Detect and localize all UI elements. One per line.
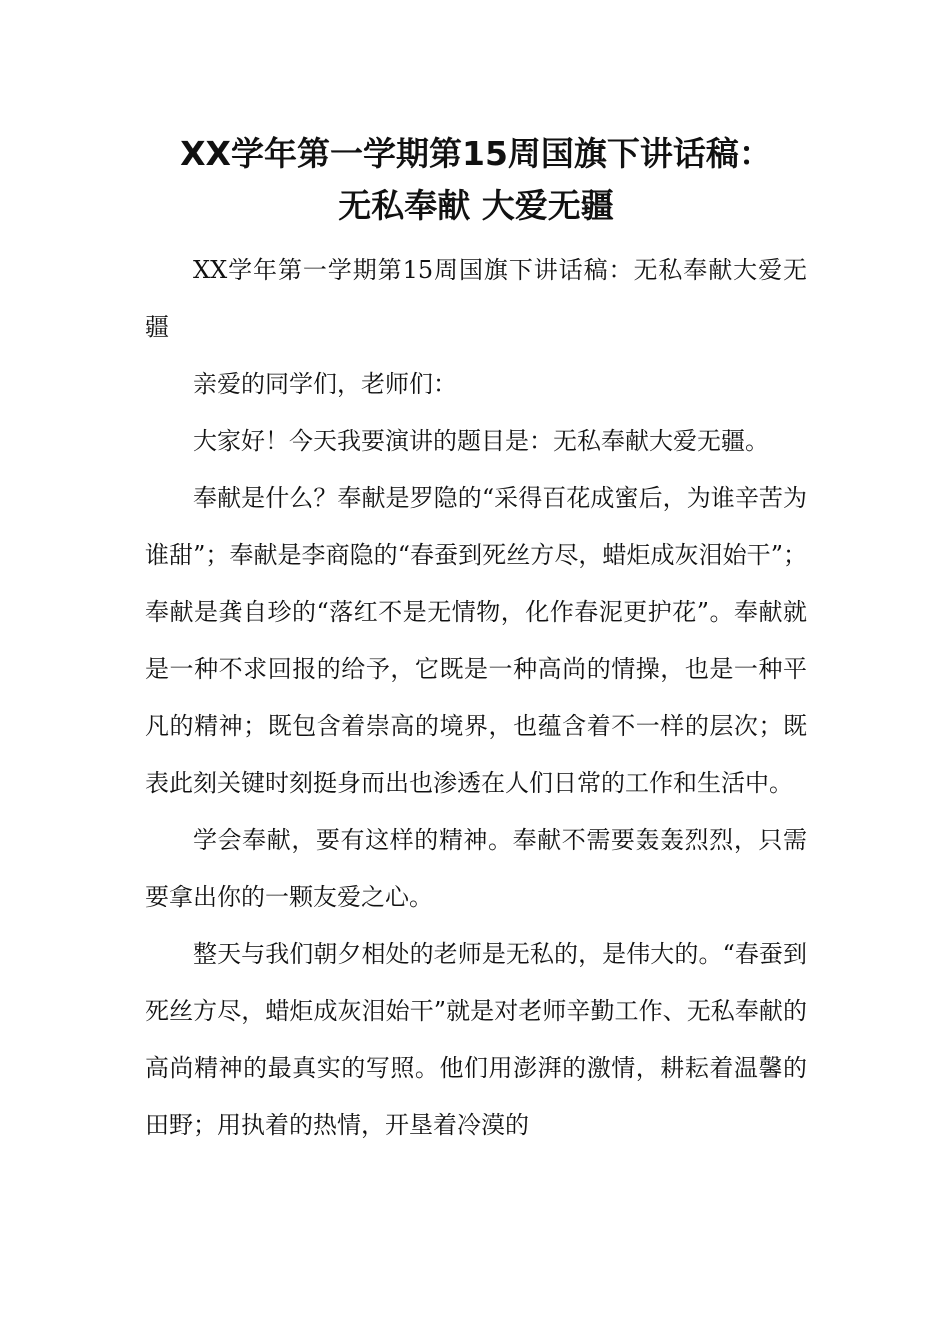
document-body <box>145 242 807 1154</box>
document-title <box>145 128 807 232</box>
paragraph: 亲爱的同学们，老师们： <box>193 370 457 398</box>
paragraph: 大家好！今天我要演讲的题目是：无私奉献大爱无疆。 <box>193 427 769 455</box>
paragraph: 整天与我们朝夕相处的老师是无私的，是伟大的。“春蚕到死丝方尽，蜡炬成灰泪始干”就是对老师辛勤工作、无私奉献的高尚精神的最真实的写照。他们用澎湃的激情，耕耘着温馨的田野；用执着的热情，开垦着冷漠的 <box>145 940 807 1139</box>
title-line-1: XX学年第一学期第15周国旗下讲话稿： <box>180 134 772 173</box>
paragraph: 奉献是什么？奉献是罗隐的“采得百花成蜜后，为谁辛苦为谁甜”；奉献是李商隐的“春蚕到死丝方尽，蜡炬成灰泪始干”；奉献是龚自珍的“落红不是无情物，化作春泥更护花”。奉献就是一种不求回报的给予，它既是一种高尚的情操，也是一种平凡的精神；既包含着崇高的境界，也蕴含着不一样的层次；既表此刻关键时刻挺身而出也渗透在人们日常的工作和生活中。 <box>145 484 807 797</box>
paragraph: XX学年第一学期第15周国旗下讲话稿：无私奉献大爱无疆 <box>145 256 807 341</box>
document-page <box>145 128 807 1154</box>
paragraph: 学会奉献，要有这样的精神。奉献不需要轰轰烈烈，只需要拿出你的一颗友爱之心。 <box>145 826 807 911</box>
title-line-2: 无私奉献 大爱无疆 <box>338 186 614 225</box>
